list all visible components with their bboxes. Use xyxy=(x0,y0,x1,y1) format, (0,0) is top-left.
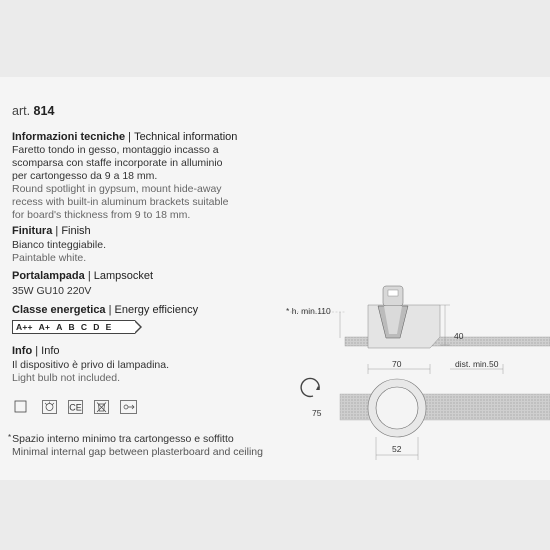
ce-mark-text: CE xyxy=(69,402,82,413)
technical-info-title: Informazioni tecniche | Technical information xyxy=(12,131,238,143)
lampsocket-text: 35W GU10 220V xyxy=(12,285,92,297)
energy-class-d: D xyxy=(93,322,100,332)
depth-label: 40 xyxy=(454,331,464,341)
article-code: 814 xyxy=(33,104,55,118)
energy-class-a-plus-plus: A++ xyxy=(16,322,33,332)
diameter-label: 52 xyxy=(392,444,402,454)
gap-note-marker: * xyxy=(8,433,12,442)
technical-text-it-3: per cartongesso da 9 a 18 mm. xyxy=(12,170,158,182)
technical-text-en-1: Round spotlight in gypsum, mount hide-away xyxy=(12,183,222,195)
top-view xyxy=(301,378,550,460)
info-text-it: Il dispositivo è privo di lampadina. xyxy=(12,359,169,371)
technical-text-it-2: scomparsa con staffe incorporate in alluminio xyxy=(12,157,223,169)
energy-class-c: C xyxy=(80,322,88,332)
energy-class-a-plus: A+ xyxy=(38,322,51,332)
gap-note-it: *Spazio interno minimo tra cartongesso e soffitto xyxy=(8,433,234,445)
energy-class-a: A xyxy=(56,322,63,332)
technical-text-en-2: recess with built-in aluminum brackets suitable xyxy=(12,196,229,208)
energy-title: Classe energetica | Energy efficiency xyxy=(12,304,199,316)
side-view xyxy=(290,286,550,374)
article-prefix: art. xyxy=(12,104,31,118)
finish-title: Finitura | Finish xyxy=(12,225,91,237)
lampsocket-title: Portalampada | Lampsocket xyxy=(12,270,154,282)
width-label: 70 xyxy=(392,359,402,369)
energy-class-b: B xyxy=(68,322,75,332)
energy-class-e: E xyxy=(105,322,112,332)
inner-ring xyxy=(376,387,418,429)
min-height-label: * h. min.110 xyxy=(286,306,331,316)
cut-hole-label: 75 xyxy=(312,408,322,418)
info-text-en: Light bulb not included. xyxy=(12,372,120,384)
min-distance-label: dist. min.50 xyxy=(455,359,499,369)
finish-text-en: Paintable white. xyxy=(12,252,87,264)
gap-note-en: Minimal internal gap between plasterboard and ceiling xyxy=(12,446,263,458)
finish-text-it: Bianco tinteggiabile. xyxy=(12,239,106,251)
technical-text-en-3: for board's thickness from 9 to 18 mm. xyxy=(12,209,191,221)
technical-text-it-1: Faretto tondo in gesso, montaggio incasso a xyxy=(12,144,219,156)
drill-hole-icon xyxy=(301,378,319,396)
info-title: Info | Info xyxy=(12,345,60,357)
